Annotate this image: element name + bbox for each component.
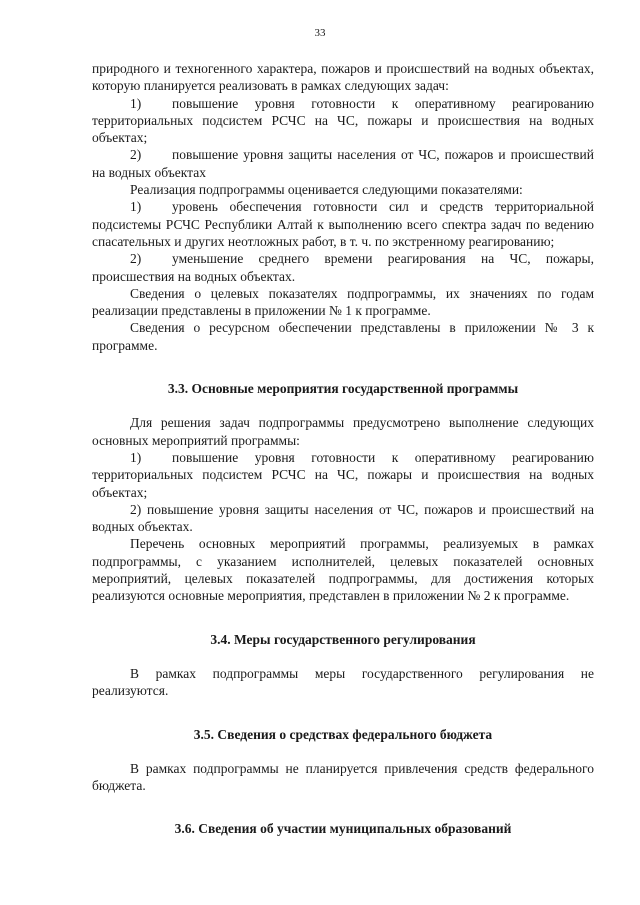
paragraph: Сведения о целевых показателях подпрограммы, их значениях по годам реализации представлены в приложении № 1 к программе.: [92, 285, 594, 319]
list-item: [92, 95, 594, 147]
list-item: [92, 198, 594, 250]
section-heading: 3.3. Основные мероприятия государственной программы: [167, 381, 519, 397]
section-heading: 3.5. Сведения о средствах федерального бюджета: [193, 726, 493, 742]
page-number: 33: [314, 27, 326, 39]
paragraph: В рамках подпрограммы не планируется привлечения средств федерального бюджета.: [92, 760, 594, 794]
list-item-text: повышение уровня защиты населения от ЧС, пожаров и происшествий на водных объектах: [92, 147, 594, 180]
list-item: [92, 146, 594, 181]
document-body: [92, 60, 594, 838]
list-item: [92, 250, 594, 285]
list-item-number: 1): [130, 449, 142, 465]
paragraph: Реализация подпрограммы оценивается следующими показателями:: [130, 182, 523, 198]
paragraph: В рамках подпрограммы меры государственного регулирования не реализуются.: [92, 665, 594, 699]
list-item-number: 1): [130, 199, 142, 215]
list-item-number: 2): [130, 251, 142, 267]
paragraph: Перечень основных мероприятий программы, реализуемых в рамках подпрограммы, с указанием исполнителей, целевых показателей основных мероприятий, целевых показателей подпрограммы, для достижения которых реализуются основные мероприятия, представлен в приложении № 2 к программе.: [92, 536, 594, 604]
list-item-text: уровень обеспечения готовности сил и средств территориальной подсистемы РСЧС Республики Алтай к выполнению всего спектра задач по ведению спасательных и других неотложных работ, в т. ч. по экстренному реагированию;: [92, 199, 594, 249]
paragraph: Для решения задач подпрограммы предусмотрено выполнение следующих основных мероприятий программы:: [92, 415, 594, 448]
list-item-number: 2): [130, 147, 142, 163]
paragraph: Сведения о ресурсном обеспечении представлены в приложении № 3 к программе.: [92, 320, 594, 353]
list-item-text: повышение уровня готовности к оперативному реагированию территориальных подсистем РСЧС на ЧС, пожары и происшествия на водных объектах;: [92, 95, 594, 146]
list-item-number: 1): [130, 95, 142, 111]
section-heading: 3.6. Сведения об участии муниципальных образований: [174, 821, 512, 837]
list-item-text: уменьшение среднего времени реагирования на ЧС, пожары, происшествия на водных объектах.: [92, 251, 594, 284]
paragraph: природного и техногенного характера, пожаров и происшествий на водных объектах, которую планируется реализовать в рамках следующих задач:: [92, 61, 594, 94]
paragraph: 2) повышение уровня защиты населения от ЧС, пожаров и происшествий на водных объектах.: [92, 501, 594, 535]
section-heading: 3.4. Меры государственного регулирования: [210, 631, 476, 647]
list-item: [92, 449, 594, 501]
list-item-text: повышение уровня готовности к оперативному реагированию территориальных подсистем РСЧС на ЧС, пожары и происшествия на водных объектах;: [92, 449, 594, 500]
